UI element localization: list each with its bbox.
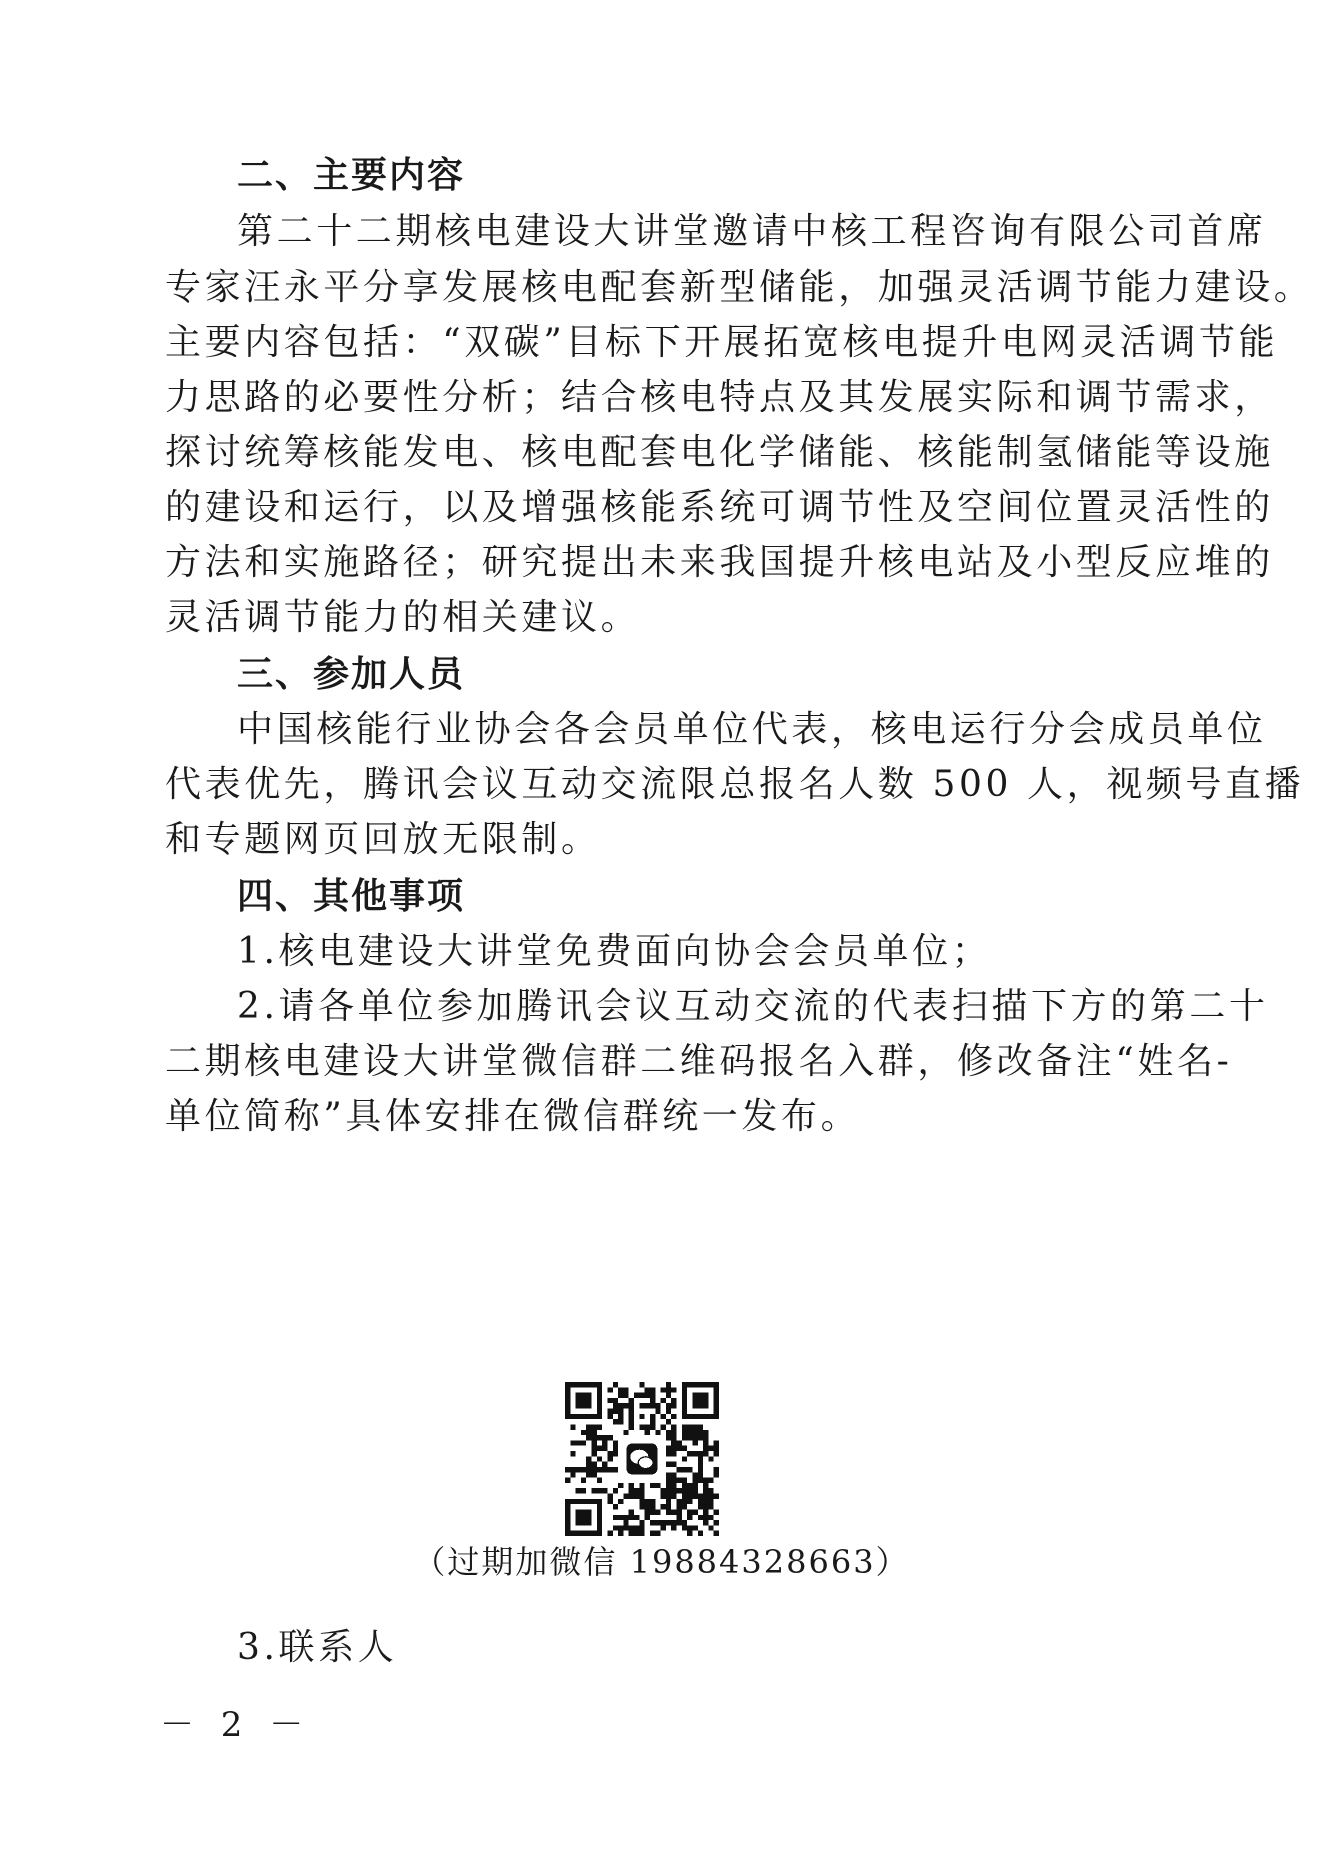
section4-item-2-line-2: 二期核电建设大讲堂微信群二维码报名入群，修改备注“姓名- (165, 1041, 1233, 1082)
section3-line-2: 代表优先，腾讯会议互动交流限总报名人数 500 人，视频号直播 (165, 764, 1305, 805)
section4-item-1: 1.核电建设大讲堂免费面向协会会员单位； (237, 931, 992, 972)
section2-line-4: 力思路的必要性分析；结合核电特点及其发展实际和调节需求， (165, 377, 1274, 418)
section4-item-2-line-1: 2.请各单位参加腾讯会议互动交流的代表扫描下方的第二十 (237, 986, 1269, 1027)
section3-line-3: 和专题网页回放无限制。 (165, 819, 601, 860)
section2-line-7: 方法和实施路径；研究提出未来我国提升核电站及小型反应堆的 (165, 542, 1274, 583)
section2-heading: 二、主要内容 (237, 155, 466, 196)
page-number: － 2 － (160, 1705, 312, 1745)
section4-heading: 四、其他事项 (237, 876, 466, 917)
section2-line-6: 的建设和运行，以及增强核能系统可调节性及空间位置灵活性的 (165, 487, 1274, 528)
section4-item-3: 3.联系人 (237, 1627, 398, 1668)
section2-line-2: 专家汪永平分享发展核电配套新型储能，加强灵活调节能力建设。 (165, 267, 1314, 308)
section2-line-1: 第二十二期核电建设大讲堂邀请中核工程咨询有限公司首席 (237, 211, 1267, 252)
wechat-qr-code-icon[interactable] (565, 1382, 719, 1536)
section2-line-3: 主要内容包括：“双碳”目标下开展拓宽核电提升电网灵活调节能 (165, 322, 1279, 363)
section4-item-2-line-3: 单位简称”具体安排在微信群统一发布。 (165, 1096, 861, 1137)
section2-line-8: 灵活调节能力的相关建议。 (165, 597, 641, 638)
qr-caption: （过期加微信 19884328663） (413, 1543, 910, 1581)
section3-heading: 三、参加人员 (237, 654, 466, 695)
section3-line-1: 中国核能行业协会各会员单位代表，核电运行分会成员单位 (237, 709, 1267, 750)
section2-line-5: 探讨统筹核能发电、核电配套电化学储能、核能制氢储能等设施 (165, 432, 1274, 473)
